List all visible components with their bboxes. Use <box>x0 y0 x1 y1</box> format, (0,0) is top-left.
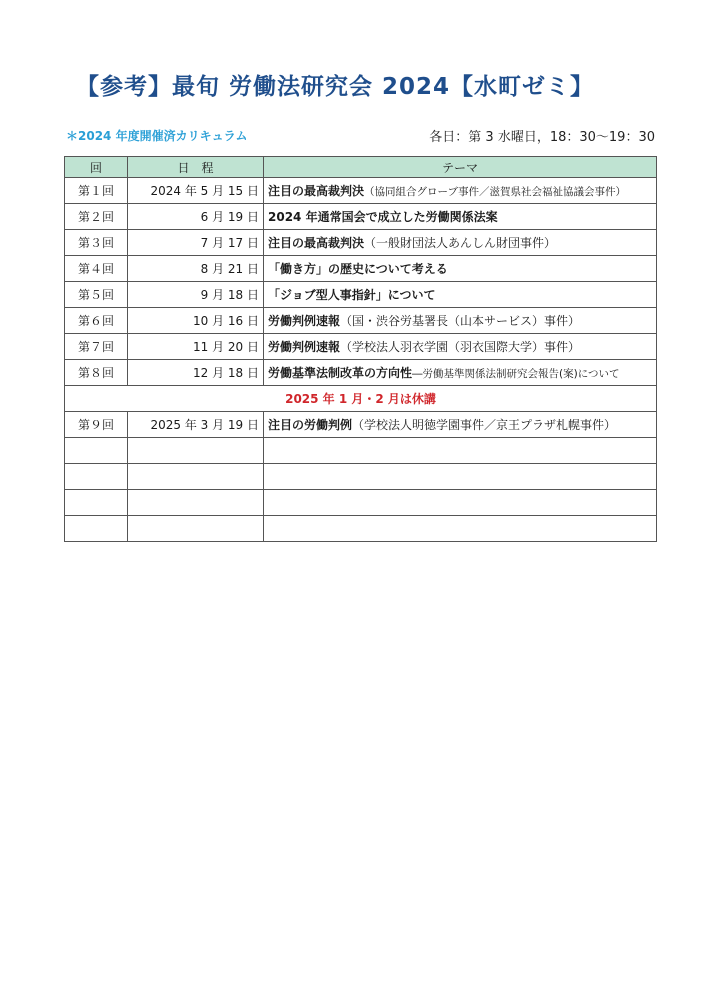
empty-row <box>65 490 657 516</box>
break-row <box>65 386 657 412</box>
session-theme <box>264 204 657 230</box>
page-title: 【参考】最旬 労働法研究会 2024【水町ゼミ】 <box>76 74 595 100</box>
theme-main: 「ジョブ型人事指針」について <box>268 288 436 302</box>
theme-sub: （一般財団法人あんしん財団事件） <box>364 236 557 250</box>
session-date: 2025 年 3 月 19 日 <box>128 412 264 438</box>
theme-main: 労働判例速報 <box>268 314 341 328</box>
table-row <box>65 334 657 360</box>
session-date: 12 月 18 日 <box>128 360 264 386</box>
header-theme: テーマ <box>264 157 657 178</box>
theme-sub: （学校法人明徳学園事件／京王プラザ札幌事件） <box>352 418 617 432</box>
theme-main: 「働き方」の歴史について考える <box>268 262 448 276</box>
session-theme <box>264 282 657 308</box>
theme-main: 注目の最高裁判決 <box>268 236 365 250</box>
session-number: 第８回 <box>65 360 128 386</box>
session-date: 8 月 21 日 <box>128 256 264 282</box>
table-row <box>65 178 657 204</box>
session-theme <box>264 360 657 386</box>
theme-main: 注目の最高裁判決 <box>268 184 365 198</box>
session-number: 第９回 <box>65 412 128 438</box>
table-row <box>65 256 657 282</box>
header-date: 日 程 <box>128 157 264 178</box>
table-header-row <box>65 157 657 178</box>
session-number: 第７回 <box>65 334 128 360</box>
theme-sub: ―労働基準関係法制研究会報告(案)について <box>412 368 620 380</box>
session-theme <box>264 178 657 204</box>
empty-row <box>65 516 657 542</box>
session-theme <box>264 230 657 256</box>
theme-main: 労働判例速報 <box>268 340 341 354</box>
theme-sub: （学校法人羽衣学園（羽衣国際大学）事件） <box>340 340 581 354</box>
session-date: 10 月 16 日 <box>128 308 264 334</box>
table-row <box>65 204 657 230</box>
session-theme <box>264 308 657 334</box>
session-theme <box>264 412 657 438</box>
header-session: 回 <box>65 157 128 178</box>
session-number: 第６回 <box>65 308 128 334</box>
session-theme <box>264 256 657 282</box>
table-row <box>65 230 657 256</box>
table-row <box>65 360 657 386</box>
session-number: 第２回 <box>65 204 128 230</box>
session-date: 6 月 19 日 <box>128 204 264 230</box>
table-row <box>65 282 657 308</box>
empty-row <box>65 464 657 490</box>
session-number: 第５回 <box>65 282 128 308</box>
session-date: 7 月 17 日 <box>128 230 264 256</box>
session-number: 第４回 <box>65 256 128 282</box>
table-row <box>65 412 657 438</box>
table-row <box>65 308 657 334</box>
session-date: 2024 年 5 月 15 日 <box>128 178 264 204</box>
session-date: 9 月 18 日 <box>128 282 264 308</box>
theme-sub: （協同組合グローブ事件／滋賀県社会福祉協議会事件） <box>364 186 626 198</box>
schedule-note: 各日：第 3 水曜日，18：30〜19：30 <box>429 130 655 145</box>
empty-row <box>65 438 657 464</box>
theme-sub: （国・渋谷労基署長（山本サービス）事件） <box>340 314 581 328</box>
theme-main: 注目の労働判例 <box>268 418 353 432</box>
theme-main: 労働基準法制改革の方向性 <box>268 366 413 380</box>
session-number: 第３回 <box>65 230 128 256</box>
curriculum-subtitle: ＊2024 年度開催済カリキュラム <box>66 129 248 143</box>
session-number: 第１回 <box>65 178 128 204</box>
session-theme <box>264 334 657 360</box>
curriculum-table <box>64 156 657 542</box>
session-date: 11 月 20 日 <box>128 334 264 360</box>
break-note: 2025 年 1 月・2 月は休講 <box>65 386 657 412</box>
theme-main: 2024 年通常国会で成立した労働関係法案 <box>268 210 498 224</box>
